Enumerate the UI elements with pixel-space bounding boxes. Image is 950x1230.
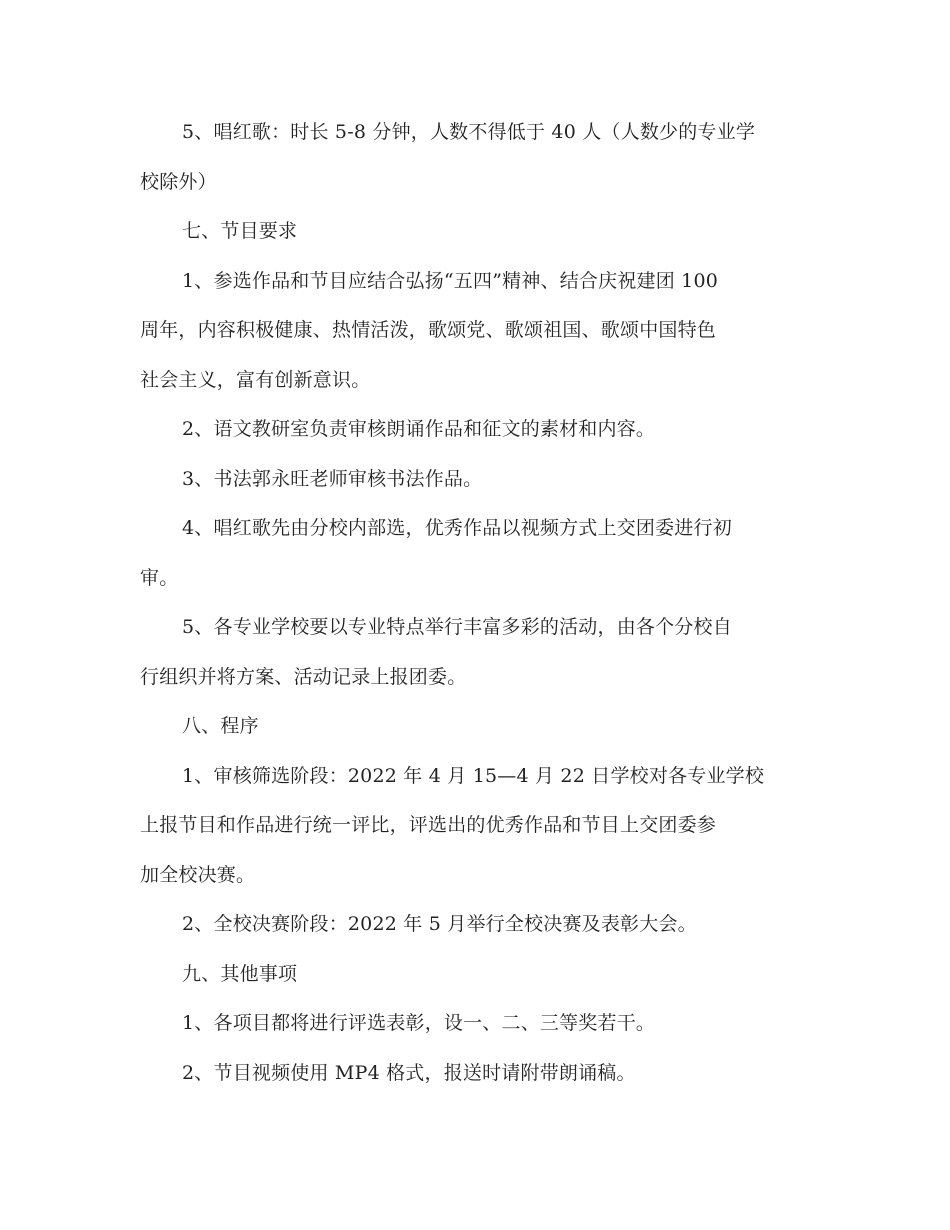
- paragraph-line: 5、唱红歌：时长 5-8 分钟，人数不得低于 40 人（人数少的专业学: [182, 121, 756, 143]
- paragraph-line: 周年，内容积极健康、热情活泼，歌颂党、歌颂祖国、歌颂中国特色: [140, 319, 717, 341]
- paragraph-line: 上报节目和作品进行统一评比，评选出的优秀作品和节目上交团委参: [140, 814, 717, 836]
- paragraph-line: 3、书法郭永旺老师审核书法作品。: [182, 467, 483, 490]
- paragraph-line: 2、节目视频使用 MP4 格式，报送时请附带朗诵稿。: [182, 1061, 636, 1084]
- paragraph-line: 4、唱红歌先由分校内部选，优秀作品以视频方式上交团委进行初: [182, 517, 732, 539]
- section-heading: 七、节目要求: [182, 220, 298, 242]
- document-body: [140, 108, 810, 1098]
- paragraph-line: 2、语文教研室负责审核朗诵作品和征文的素材和内容。: [182, 418, 656, 440]
- paragraph-line: 加全校决赛。: [140, 863, 256, 886]
- paragraph-line: 审。: [140, 566, 179, 589]
- paragraph-line: 1、审核筛选阶段：2022 年 4 月 15—4 月 22 日学校对各专业学校: [182, 764, 765, 787]
- paragraph-line: 校除外）: [140, 170, 217, 193]
- paragraph-line: 5、各专业学校要以专业特点举行丰富多彩的活动，由各个分校自: [182, 616, 732, 638]
- paragraph-line: 社会主义，富有创新意识。: [140, 368, 371, 391]
- paragraph-line: 行组织并将方案、活动记录上报团委。: [140, 665, 467, 688]
- section-heading: 八、程序: [182, 715, 259, 737]
- paragraph-line: 2、全校决赛阶段：2022 年 5 月举行全校决赛及表彰大会。: [182, 913, 697, 935]
- paragraph-line: 1、各项目都将进行评选表彰，设一、二、三等奖若干。: [182, 1012, 656, 1034]
- section-heading: 九、其他事项: [182, 962, 298, 985]
- paragraph-line: 1、参选作品和节目应结合弘扬“五四”精神、结合庆祝建团 100: [182, 269, 719, 292]
